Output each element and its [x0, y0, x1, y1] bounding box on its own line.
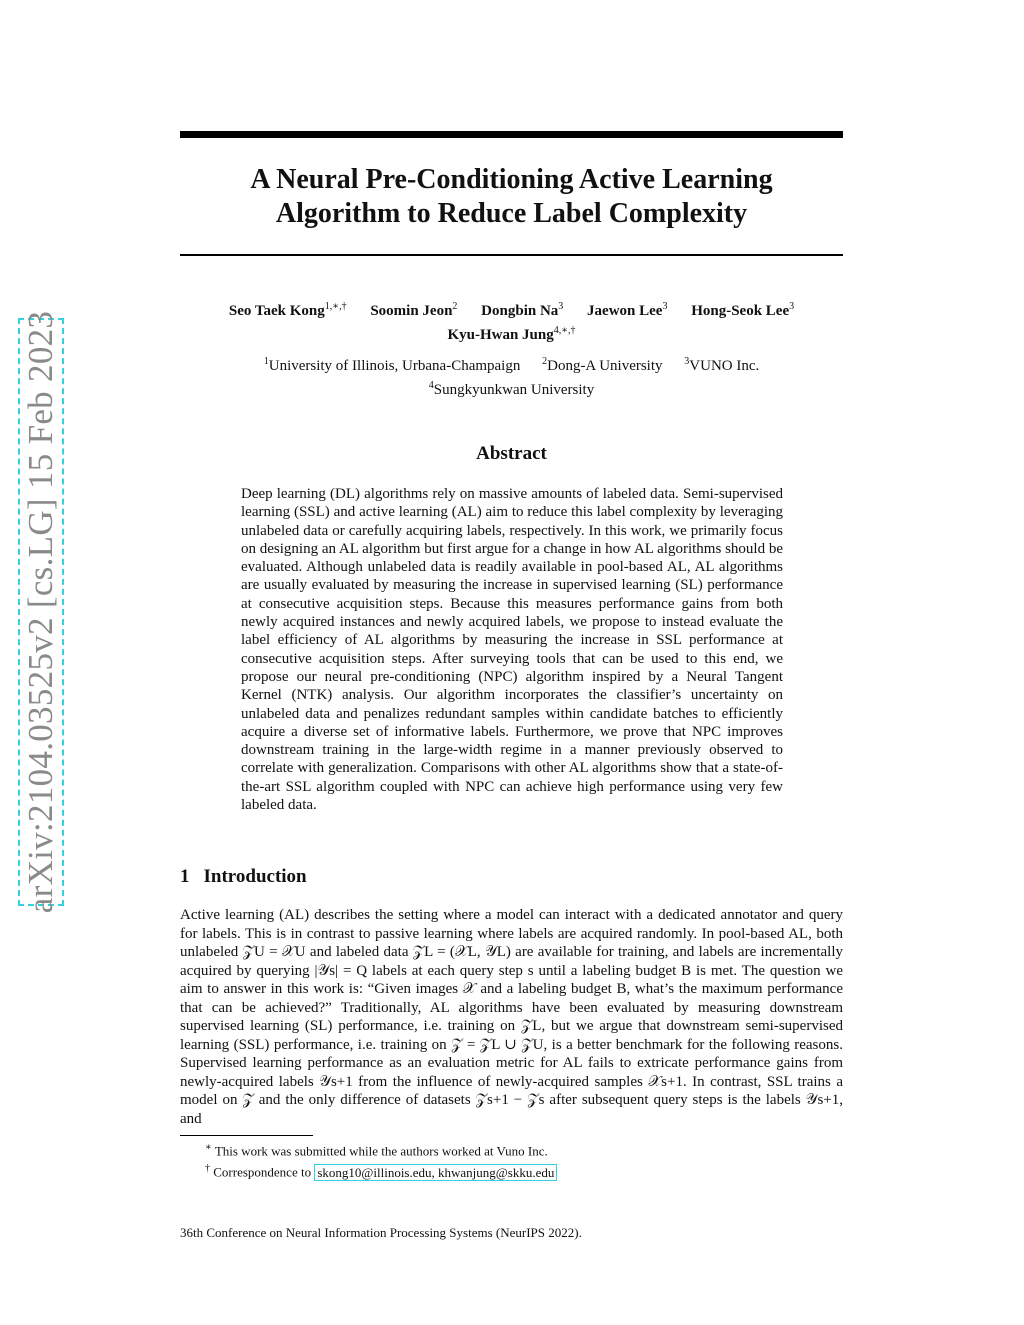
abstract-text: Deep learning (DL) algorithms rely on massive amounts of labeled data. Semi-supervised learning (SSL) and active learning (AL) aim to reduce this label complexity by leveraging unlabeled data or carefully acquiring labels, respectively. In this work, we primarily focus on designing an AL algorithm but first argue for a change in how AL algorithms should be evaluated. Although unlabeled data is readily available in pool-based AL, AL algorithms are usually evaluated by measuring the increase in supervised learning (SL) performance at consecutive acquisition steps. Because this measures performance gains from both newly acquired instances and newly acquired labels, we propose to instead evaluate the label efficiency of AL algorithms by measuring the increase in SSL performance at consecutive acquisition steps. After surveying tools that can be used to this end, we propose our neural pre-conditioning (NPC) algorithm inspired by a Neural Tangent Kernel (NTK) analysis. Our algorithm incorporates the classifier’s uncertainty on unlabeled data and penalizes redundant samples within candidate batches to efficiently acquire a diverse set of informative labels. Furthermore, we prove that NPC improves downstream training in the large-width regime in a manner previously observed to correlate with generalization. Comparisons with other AL algorithms show that a state-of-the-art SSL algorithm coupled with NPC can achieve high performance using very few labeled data. — [241, 486, 783, 814]
footnotes — [205, 1139, 557, 1182]
introduction-text: Active learning (AL) describes the setting where a model can interact with a dedicated annotator and query for labels. This is in contrast to passive learning where labels are acquired randomly. In pool-based AL, both unlabeled 𝒵U = 𝒳U and labeled data 𝒵L = (𝒳L, 𝒴L) are available for training, and labels are incrementally acquired by querying |𝒴s| = Q labels at each query step s until a labeling budget B is met. The question we aim to answer in this work is: “Given images 𝒳 and a labeling budget B, what’s the maximum performance that can be achieved?” Traditionally, AL algorithms have been evaluated by measuring downstream supervised learning (SL) performance, i.e. training on 𝒵L, but we argue that downstream semi-supervised learning (SSL) performance, i.e. training on 𝒵 = 𝒵L ∪ 𝒵U, is a better benchmark for the following reasons. Supervised learning performance as an evaluation metric for AL fails to extricate performance gains from newly-acquired labels 𝒴s+1 from the influence of newly-acquired samples 𝒳s+1. In contrast, SSL trains a model on 𝒵 and the only difference of datasets 𝒵s+1 − 𝒵s after subsequent query steps is the labels 𝒴s+1, and — [180, 907, 843, 1127]
author: Jaewon Lee$^3$ — [587, 301, 668, 319]
title-line-1: A Neural Pre-Conditioning Active Learning — [250, 164, 773, 195]
footnote-1: ∗ This work was submitted while the authors worked at Vuno Inc. — [205, 1142, 548, 1159]
section-number: 1 — [180, 866, 190, 887]
venue-footer: 36th Conference on Neural Information Processing Systems (NeurIPS 2022). — [180, 1225, 582, 1240]
author: Dongbin Na$^3$ — [481, 301, 564, 319]
footnote-rule — [180, 1135, 313, 1136]
title-rule-top — [180, 131, 843, 138]
paper-title — [180, 163, 843, 231]
affiliation: $^1$University of Illinois, Urbana-Champaign — [263, 356, 521, 374]
author: Kyu-Hwan Jung$^{4,∗,\dagger}$ — [447, 325, 576, 343]
arxiv-stamp-text: arXiv:2104.03525v2 [cs.LG] 15 Feb 2023 — [21, 310, 60, 914]
footnote-2: † Correspondence to skong10@illinois.edu, khwanjung@skku.edu — [205, 1160, 557, 1181]
title-line-2: Algorithm to Reduce Label Complexity — [275, 198, 748, 229]
affiliation: $^3$VUNO Inc. — [684, 356, 760, 374]
affiliation-list — [180, 352, 843, 400]
arxiv-stamp[interactable] — [18, 310, 64, 914]
section-title: Introduction — [203, 866, 307, 887]
email-link[interactable]: skong10@illinois.edu, khwanjung@skku.edu — [314, 1164, 557, 1181]
author-list — [180, 297, 843, 345]
title-rule-bottom — [180, 254, 843, 256]
section-heading — [180, 866, 307, 888]
author: Hong-Seok Lee$^3$ — [691, 301, 795, 319]
affiliation: $^4$Sungkyunkwan University — [428, 380, 595, 398]
affiliation: $^2$Dong-A University — [542, 356, 663, 374]
author: Soomin Jeon$^2$ — [370, 301, 458, 319]
abstract-heading: Abstract — [476, 443, 547, 464]
author: Seo Taek Kong$^{1,∗,\dagger}$ — [228, 301, 347, 319]
